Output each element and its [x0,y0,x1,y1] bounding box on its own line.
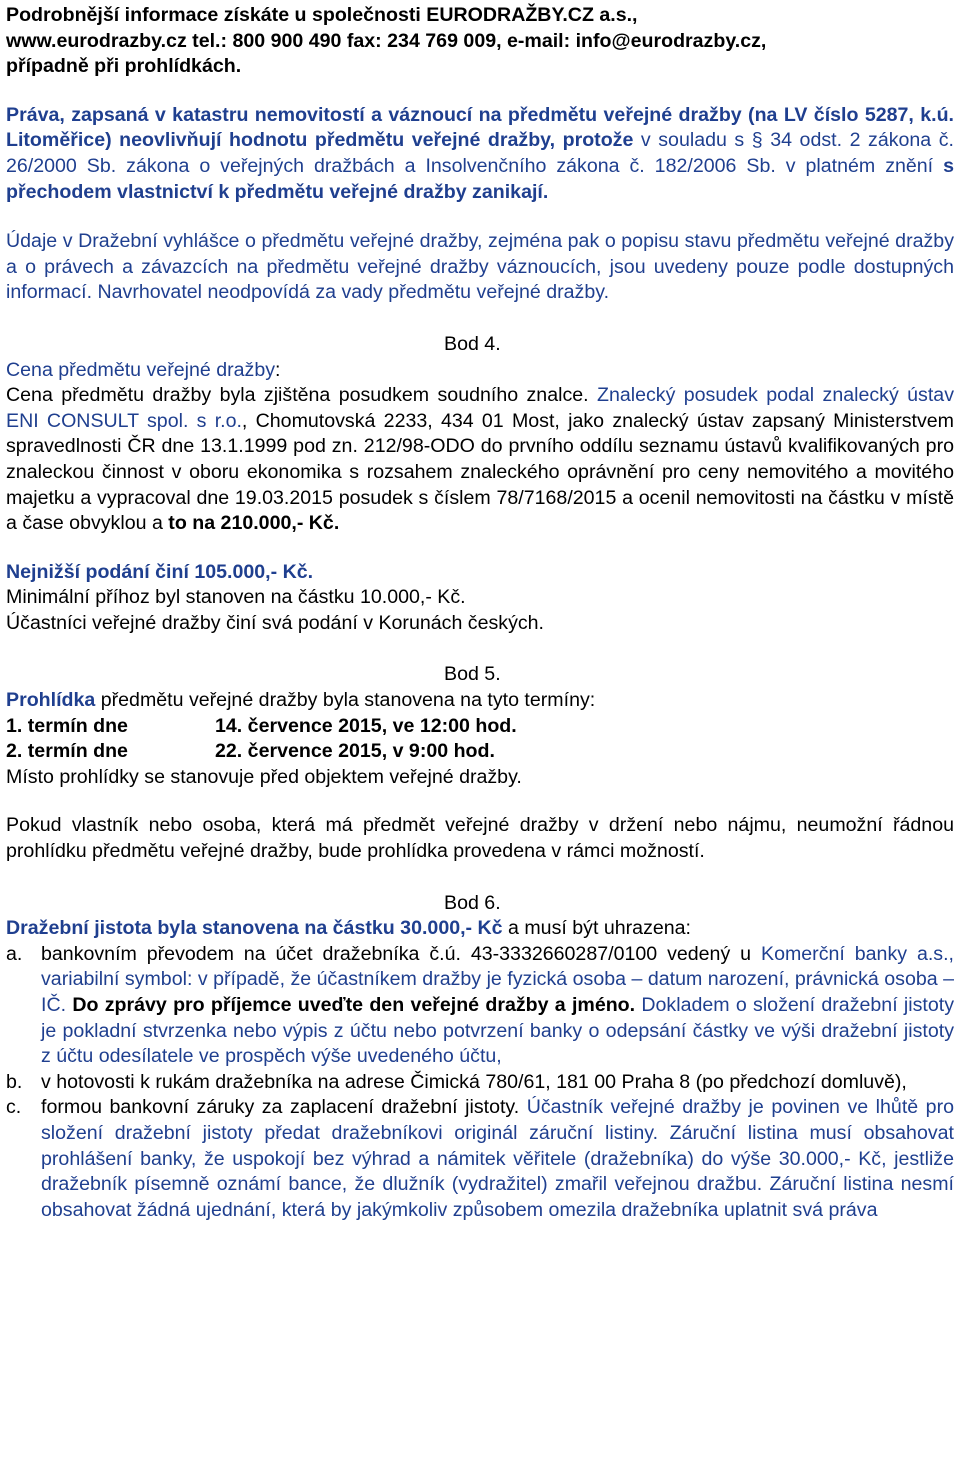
rights-paragraph [6,103,954,205]
price-expert-institute: Znalecký posudek podal znalecký ústav ENI CONSULT spol. s r.o. [6,384,954,432]
deposit-option-a-symbol: Komerční banky a.s., variabilní symbol: v případě, že účastníkem dražby je fyzická osoba – datum narození, právnická osoba – IČ. [41,942,954,1016]
inspection-term-1-date: 14. července 2015, ve 12:00 hod. [215,714,517,737]
rights-effect: Litoměřice) neovlivňují hodnotu předmětu veřejné dražby, protože [6,129,634,152]
price-expert-details: , Chomutovská 2233, 434 01 Most, jako znalecký ústav zapsaný Ministerstvem spravedlnosti ČR dne 13.1.1999 pod zn. 212/98-ODO do prvního oddílu seznamu ústavů kvalifikovaných pro znaleckou činnost v oboru ekonomika s rozsahem znaleckého oprávnění pro ceny nemovitého a movitého majetku a vypracoval dne 19.03.2015 posudek s číslem 78/7168/2015 a ocenil nemovitosti na částku v místě a čase obvyklou a [6,409,954,535]
bod-6-title: Bod 6. [444,891,501,914]
disclaimer-liability: Navrhovatel neodpovídá za vady předmětu veřejné dražby. [92,281,610,304]
inspection-heading [6,688,954,714]
deposit-heading-rest: a musí být uhrazena: [502,917,691,940]
deposit-heading-bold: Dražební jistota byla stanovena na částku 30.000,- Kč [6,917,503,940]
contact-line-tail: případně při prohlídkách. [6,55,242,78]
contact-paragraph [6,3,954,80]
inspection-heading-rest: předmětu veřejné dražby byla stanovena na tyto termíny: [95,689,596,712]
minimum-bid: Nejnižší podání činí 105.000,- Kč. [6,560,314,583]
price-value: to na 210.000,- Kč. [168,512,340,535]
inspection-term-2 [6,739,954,765]
inspection-heading-bold: Prohlídka [6,689,96,712]
inspection-access-note: Pokud vlastník nebo osoba, která má předmět veřejné dražby v držení nebo nájmu, neumožní řádnou prohlídku předmětu veřejné dražby, bude prohlídka provedena v rámci možností. [6,814,954,863]
disclaimer-info: Údaje v Dražební vyhlášce o předmětu veřejné dražby, zejména pak o popisu stavu předmětu veřejné dražby a o právech a závazcích na předmětu veřejné dražby váznoucích, jsou uvedeny pouze podle dostupných informací. [6,230,954,304]
deposit-option-c-conditions: Účastník veřejné dražby je povinen ve lhůtě pro složení dražební jistoty předat dražebníkovi originál záruční listiny. Záruční listina musí obsahovat prohlášení banky, že uspokojí bez výhrad a námitek věřitele (dražebníka) do výše 30.000,- Kč, jestliže dražebník písemně oznámí bance, že dlužník (vydražitel) zmařil veřejnou dražbu. Záruční listina nesmí obsahovat žádná ujednání, která by jakýmkoliv způsobem omezila dražebníka uplatnit svá práva [41,1096,954,1221]
price-expert-opinion: Cena předmětu dražby byla zjištěna posudkem soudního znalce. [6,384,589,407]
disclaimer-paragraph [6,229,954,306]
deposit-option-a-marker: a. [6,942,23,965]
deposit-option-a-text [41,942,954,1070]
deposit-option-c-marker: c. [6,1096,22,1119]
rights-conclusion: s přechodem vlastnictví k předmětu veřejné dražby zanikají. [6,154,954,203]
currency-note: Účastníci veřejné dražby činí svá podání v Korunách českých. [6,611,545,634]
bod-5-title: Bod 5. [444,663,501,686]
inspection-term-1-label: 1. termín dne [6,714,128,737]
price-heading-text: Cena předmětu veřejné dražby [6,358,276,381]
deposit-option-c-text [41,1095,954,1223]
deposit-option-b [6,1070,954,1096]
contact-line-company: Podrobnější informace získáte u společnosti EURODRAŽBY.CZ a.s., [6,4,638,26]
bod-4-title: Bod 4. [444,332,501,355]
deposit-heading [6,916,954,942]
inspection-term-2-date: 22. července 2015, v 9:00 hod. [215,740,495,763]
deposit-option-b-text: v hotovosti k rukám dražebníka na adrese Čimická 780/61, 181 00 Praha 8 (po předchozí domluvě), [41,1070,907,1093]
deposit-option-b-marker: b. [6,1070,23,1093]
rights-legal-basis: v souladu s § 34 odst. 2 zákona č. 26/2000 Sb. zákona o veřejných dražbách a Insolvenčního zákona č. 182/2006 Sb. v platném znění [6,129,954,177]
deposit-option-a-proof: Dokladem o složení dražební jistoty je pokladní stvrzenka nebo výpis z účtu nebo potvrzení banky o odepsání částky ve výši dražební jistoty z účtu odesílatele ve prospěch výše uvedeného účtu, [41,994,954,1068]
inspection-term-1 [6,714,954,740]
price-heading-colon: : [275,358,281,381]
price-heading [6,358,954,384]
contact-line-details: www.eurodrazby.cz tel.: 800 900 490 fax: 234 769 009, e-mail: info@eurodrazby.cz, [6,29,767,52]
deposit-option-c-guarantee: formou bankovní záruky za zaplacení dražební jistoty. [41,1096,520,1119]
deposit-option-c [6,1095,954,1223]
rights-intro: Práva, zapsaná v katastru nemovitostí a váznoucí na předmětu veřejné dražby (na LV číslo 5287, k.ú. [6,103,954,126]
deposit-option-a-account: bankovním převodem na účet dražebníka č.ú. 43-3332660287/0100 vedený u [41,942,752,965]
inspection-location: Místo prohlídky se stanovuje před objektem veřejné dražby. [6,765,522,788]
minimum-increment: Minimální příhoz byl stanoven na částku 10.000,- Kč. [6,586,466,609]
deposit-option-a [6,942,954,1070]
deposit-option-a-instruction: Do zprávy pro příjemce uveďte den veřejné dražby a jméno. [72,994,636,1016]
inspection-term-2-label: 2. termín dne [6,740,128,763]
price-paragraph [6,383,954,537]
